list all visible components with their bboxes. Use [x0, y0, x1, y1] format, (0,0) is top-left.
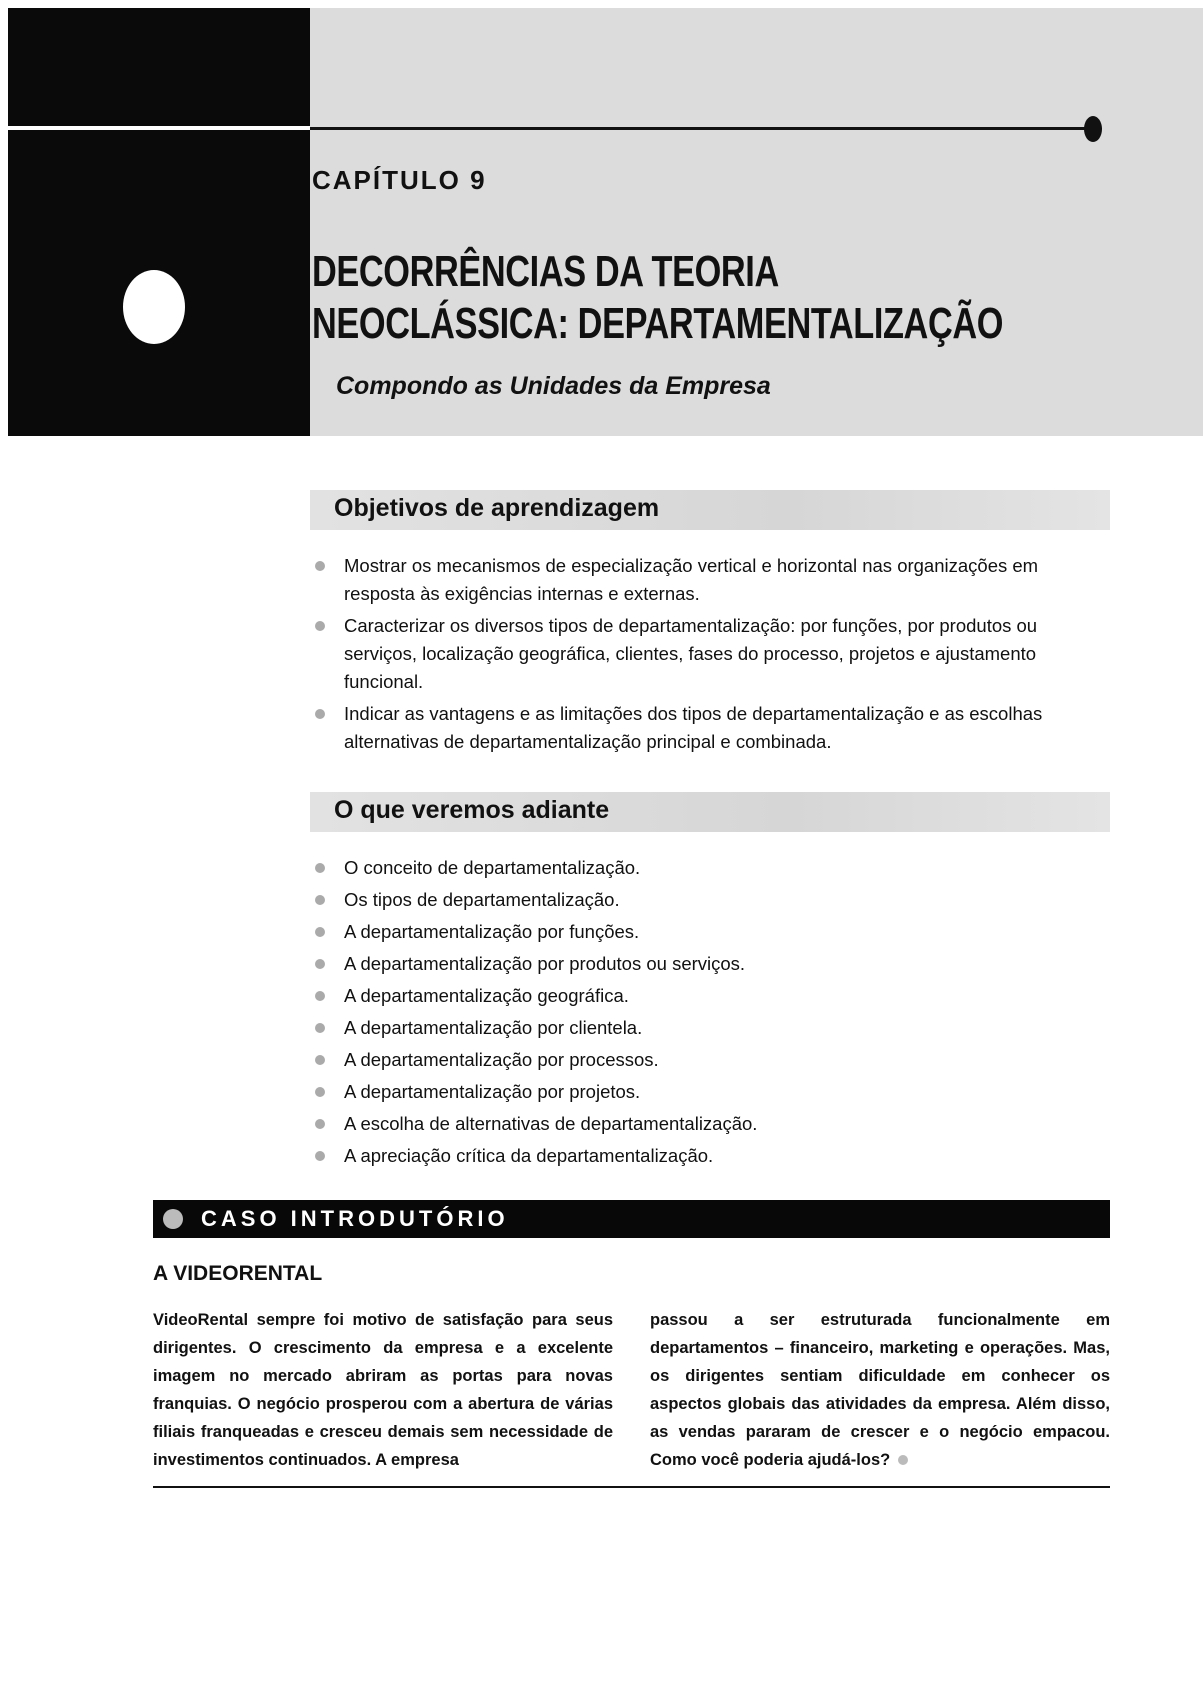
- bullet-icon: [315, 1087, 325, 1097]
- chapter-title: [312, 246, 1003, 350]
- bullet-icon: [315, 1055, 325, 1065]
- case-column-right: [650, 1306, 1110, 1474]
- item-text: A departamentalização por projetos.: [344, 1081, 641, 1102]
- bullet-icon: [315, 991, 325, 1001]
- bullet-icon: [315, 561, 325, 571]
- list-item: [310, 980, 1110, 1012]
- chapter-subtitle: Compondo as Unidades da Empresa: [336, 372, 771, 400]
- list-item: [310, 1076, 1110, 1108]
- item-text: A departamentalização por funções.: [344, 921, 640, 942]
- list-item: [310, 852, 1110, 884]
- item-text: O conceito de departamentalização.: [344, 857, 641, 878]
- bullet-icon: [315, 895, 325, 905]
- list-item: [310, 1140, 1110, 1172]
- chapter-label: CAPÍTULO 9: [312, 165, 487, 195]
- bullet-icon: [315, 863, 325, 873]
- bottom-rule: [153, 1486, 1110, 1488]
- objectives-heading: Objetivos de aprendizagem: [334, 494, 660, 522]
- ahead-heading: O que veremos adiante: [334, 796, 610, 824]
- item-text: Caracterizar os diversos tipos de departamentalização: por funções, por produtos ou serviços, localização geográfica, clientes, fases do processo, projetos e ajustamento funcional.: [344, 615, 1038, 692]
- objectives-list: [310, 552, 1110, 760]
- case-text: passou a ser estruturada funcionalmente em departamentos – financeiro, marketing e operações. Mas, os dirigentes sentiam dificuldade em conhecer os aspectos globais das atividades da empresa. Além disso, as vendas pararam de crescer e o negócio empacou. Como você poderia ajudá-los?: [650, 1311, 1110, 1469]
- item-text: Indicar as vantagens e as limitações dos tipos de departamentalização e as escolhas alternativas de departamentalização principal e combinada.: [344, 703, 1043, 752]
- item-text: Mostrar os mecanismos de especialização vertical e horizontal nas organizações em resposta às exigências internas e externas.: [344, 555, 1039, 604]
- item-text: A apreciação crítica da departamentalização.: [344, 1145, 714, 1166]
- list-item: [310, 916, 1110, 948]
- list-item: [310, 1108, 1110, 1140]
- list-item: [310, 884, 1110, 916]
- list-item: [310, 700, 1110, 756]
- end-mark-icon: [898, 1455, 908, 1465]
- objectives-heading-box: [310, 490, 1110, 530]
- list-item: [310, 1044, 1110, 1076]
- title-line-2: NEOCLÁSSICA: DEPARTAMENTALIZAÇÃO: [312, 299, 1004, 348]
- item-text: A departamentalização geográfica.: [344, 985, 629, 1006]
- item-text: A departamentalização por clientela.: [344, 1017, 643, 1038]
- list-item: [310, 552, 1110, 608]
- bullet-icon: [315, 621, 325, 631]
- chapter-black-block: [8, 8, 310, 436]
- bullet-icon: [315, 1119, 325, 1129]
- case-bar-label: CASO INTRODUTÓRIO: [201, 1206, 509, 1231]
- list-item: [310, 612, 1110, 696]
- title-line-1: DECORRÊNCIAS DA TEORIA: [312, 247, 779, 296]
- list-item: [310, 1012, 1110, 1044]
- case-section-bar: [153, 1200, 1110, 1238]
- bullet-icon: [315, 1023, 325, 1033]
- case-column-left: VideoRental sempre foi motivo de satisfação para seus dirigentes. O crescimento da empresa e a excelente imagem no mercado abriram as portas para novas franquias. O negócio prosperou com a abertura de várias filiais franqueadas e cresceu demais sem necessidade de investimentos continuados. A empresa: [153, 1311, 613, 1469]
- item-text: Os tipos de departamentalização.: [344, 889, 620, 910]
- item-text: A departamentalização por produtos ou serviços.: [344, 953, 746, 974]
- list-item: [310, 948, 1110, 980]
- case-title: A VIDEORENTAL: [153, 1262, 323, 1285]
- white-circle-decoration: [123, 270, 185, 344]
- bullet-icon: [315, 927, 325, 937]
- rule-end-dot-icon: [1084, 116, 1102, 142]
- bullet-icon: [315, 1151, 325, 1161]
- header-rule: [310, 127, 1092, 130]
- ahead-heading-box: [310, 792, 1110, 832]
- item-text: A departamentalização por processos.: [344, 1049, 659, 1070]
- bullet-icon: [315, 959, 325, 969]
- ahead-list: [310, 852, 1110, 1172]
- divider: [8, 126, 310, 130]
- bullet-icon: [315, 709, 325, 719]
- item-text: A escolha de alternativas de departamentalização.: [344, 1113, 758, 1134]
- globe-icon: [163, 1209, 183, 1229]
